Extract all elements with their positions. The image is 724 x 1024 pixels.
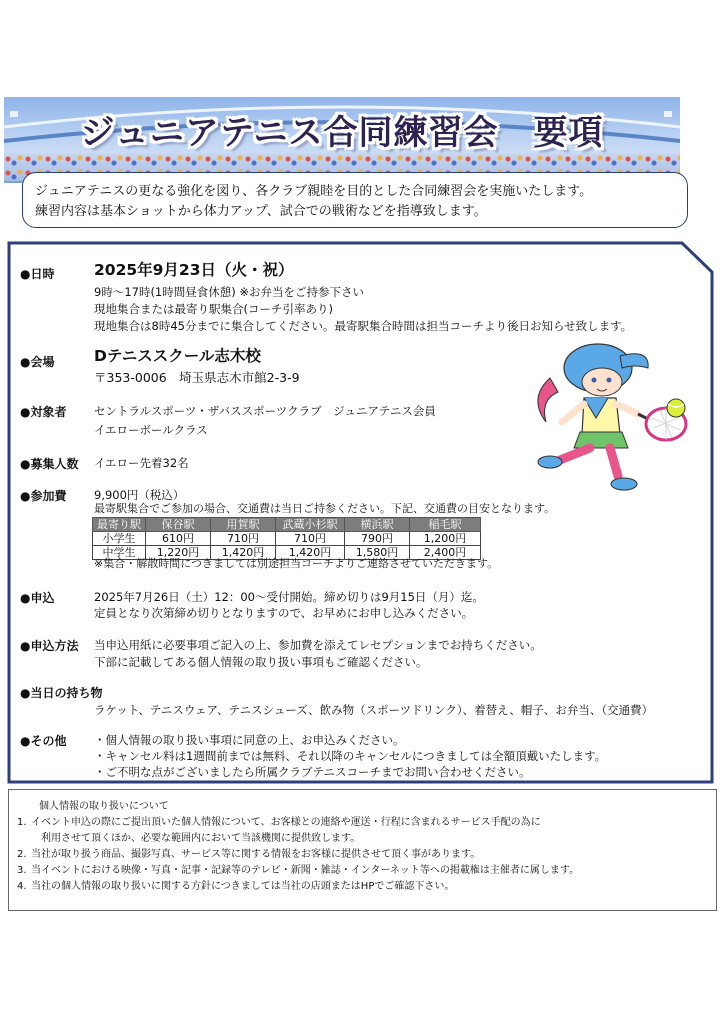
table-header-row <box>93 518 481 532</box>
table-cell: 710円 <box>276 532 345 546</box>
apply-line-1: 2025年7月26日（土）12：00～受付開始。締め切りは9月15日（月）迄。 <box>94 590 484 604</box>
table-header: 横浜駅 <box>345 518 410 532</box>
fee-value: 9,900円（税込） <box>94 488 185 502</box>
table-cell: 710円 <box>211 532 276 546</box>
table-cell: 790円 <box>345 532 410 546</box>
method-line-1: 当申込用紙に必要事項ご記入の上、参加費を添えてレセプションまでお持ちください。 <box>94 638 542 652</box>
table-cell: 610円 <box>146 532 211 546</box>
table-header: 用賀駅 <box>211 518 276 532</box>
table-cell: 1,200円 <box>410 532 481 546</box>
table-cell: 1,220円 <box>146 546 211 560</box>
privacy-title: 個人情報の取り扱いについて <box>39 801 169 812</box>
table-cell: 1,420円 <box>276 546 345 560</box>
date-value: 2025年9月23日（火・祝） <box>94 261 294 279</box>
apply-label: ●申込 <box>20 591 55 605</box>
details-section <box>0 238 724 788</box>
table-cell: 中学生 <box>93 546 146 560</box>
target-line-1: セントラルスポーツ・ザバススポーツクラブ ジュニアテニス会員 <box>94 404 436 418</box>
fee-footnote: ※集合・解散時間につきましては別途担当コーチよりご連絡させていただきます。 <box>94 557 499 570</box>
items-value: ラケット、テニスウェア、テニスシューズ、飲み物（スポーツドリンク）、着替え、帽子、お弁当、（交通費） <box>94 703 654 717</box>
title-banner <box>4 97 680 183</box>
other-line: ・キャンセル料は1週間前までは無料、それ以降のキャンセルにつきましては全額頂戴いたします。 <box>94 749 607 763</box>
privacy-item: 1. イベント申込の際にご提出頂いた個人情報について、お客様との連絡や運送・行程に含まれるサービス手配の為に <box>17 817 541 828</box>
date-label: ●日時 <box>20 267 55 281</box>
table-cell: 1,420円 <box>211 546 276 560</box>
target-label: ●対象者 <box>20 405 67 419</box>
fee-label: ●参加費 <box>20 489 67 503</box>
other-line: ・ご不明な点がございましたら所属クラブテニスコーチまでお問い合わせください。 <box>94 765 531 779</box>
dolphin-tennis-mascot-illustration <box>510 338 690 498</box>
intro-line-1: ジュニアテニスの更なる強化を図り、各クラブ親睦を目的とした合同練習会を実施いたします。 <box>35 184 593 199</box>
privacy-policy-box <box>8 789 717 911</box>
other-line: ・個人情報の取り扱い事項に同意の上、お申込みください。 <box>94 733 405 747</box>
privacy-item: 4. 当社の個人情報の取り扱いに関する方針につきましては当社の店頭またはHPでご確認下さい。 <box>17 881 455 892</box>
table-cell: 小学生 <box>93 532 146 546</box>
intro-line-2: 練習内容は基本ショットから体力アップ、試合での戦術などを指導致します。 <box>35 204 487 219</box>
table-cell: 1,580円 <box>345 546 410 560</box>
transport-fee-table <box>92 517 481 560</box>
privacy-item: 3. 当イベントにおける映像・写真・記事・記録等のテレビ・新聞・雑誌・インターネット等への掲載権は主催者に属します。 <box>17 865 580 876</box>
privacy-item: 利用させて頂くほか、必要な範囲内において当該機関に提供致します。 <box>41 833 361 844</box>
table-cell: 2,400円 <box>410 546 481 560</box>
capacity-value: イエロー先着32名 <box>94 456 189 470</box>
privacy-item: 2. 当社が取り扱う商品、撮影写真、サービス等に関する情報をお客様に提供させて頂く事があります。 <box>17 849 481 860</box>
venue-label: ●会場 <box>20 355 55 369</box>
method-line-2: 下部に記載してある個人情報の取り扱い事項もご確認ください。 <box>94 655 428 669</box>
date-detail: 現地集合は8時45分までに集合してください。最寄駅集合時間は担当コーチより後日お知らせ致します。 <box>94 319 633 333</box>
venue-address: 〒353-0006 埼玉県志木市館2-3-9 <box>94 370 300 385</box>
method-label: ●申込方法 <box>20 639 79 653</box>
intro-box <box>22 172 688 228</box>
table-header: 武蔵小杉駅 <box>276 518 345 532</box>
date-detail: 現地集合または最寄り駅集合(コーチ引率あり) <box>94 302 333 316</box>
date-detail: 9時～17時(1時間昼食休憩) ※お弁当をご持参下さい <box>94 285 365 299</box>
items-label: ●当日の持ち物 <box>20 686 103 700</box>
venue-name: Dテニススクール志木校 <box>94 347 261 365</box>
table-header: 最寄り駅 <box>93 518 146 532</box>
capacity-label: ●募集人数 <box>20 457 79 471</box>
fee-note: 最寄駅集合でご参加の場合、交通費は当日ご持参ください。下記、交通費の目安となります。 <box>94 502 556 515</box>
table-header: 稲毛駅 <box>410 518 481 532</box>
page-title: ジュニアテニス合同練習会 要項 <box>80 113 604 153</box>
target-line-2: イエローボールクラス <box>94 423 208 437</box>
apply-line-2: 定員となり次第締め切りとなりますので、お早めにお申し込みください。 <box>94 606 474 620</box>
other-label: ●その他 <box>20 734 67 748</box>
table-row <box>93 532 481 546</box>
table-header: 保谷駅 <box>146 518 211 532</box>
